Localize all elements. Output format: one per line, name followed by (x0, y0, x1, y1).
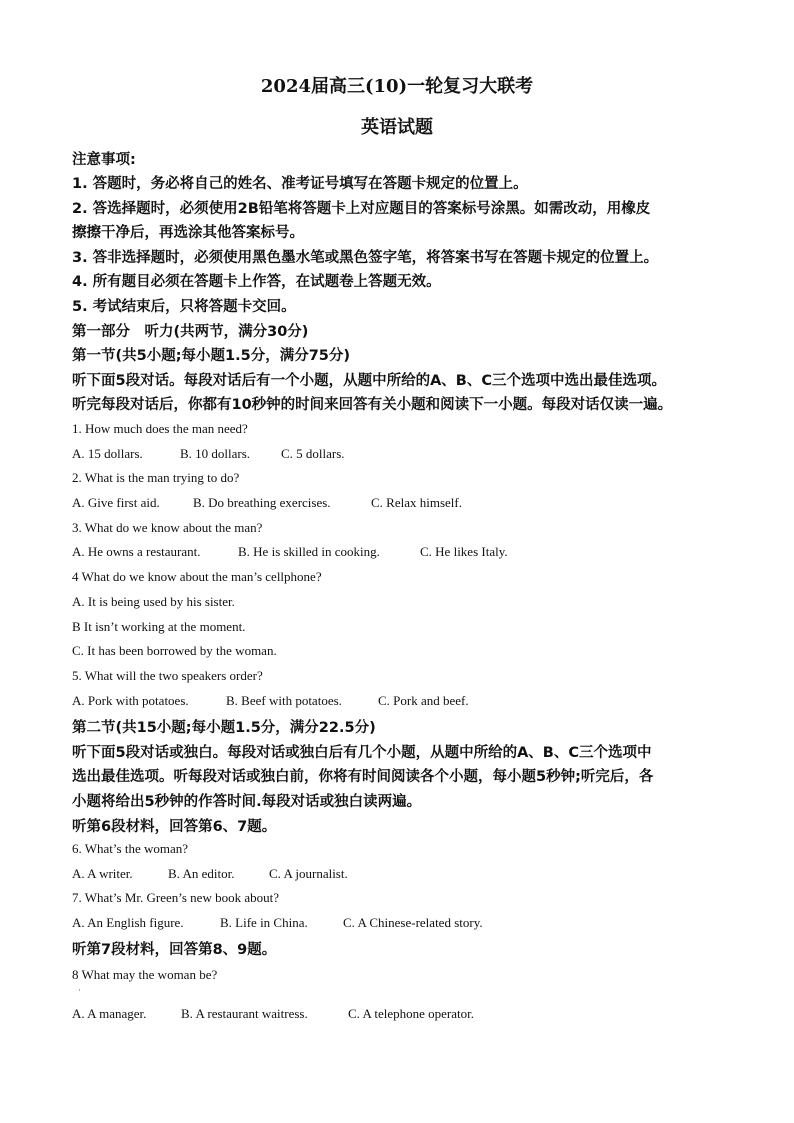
option-c: C. He likes Italy. (420, 544, 508, 559)
option-c: C. Pork and beef. (378, 693, 469, 708)
option-a: A. An English figure. (72, 915, 184, 930)
option-c: C. 5 dollars. (281, 446, 345, 461)
question-options (72, 1006, 474, 1022)
option-b: B. Do breathing exercises. (193, 495, 331, 510)
notice-item: 3. 答非选择题时，必须使用黑色墨水笔或黑色签字笔，将答案书写在答题卡规定的位置上。 (72, 250, 659, 266)
exam-subject: 英语试题 (361, 117, 433, 138)
option-a: A. 15 dollars. (72, 446, 143, 461)
option-a: A. A writer. (72, 866, 133, 881)
question-stem: 5. What will the two speakers order? (72, 668, 263, 683)
section2-instruction: 选出最佳选项。听每段对话或独白前，你将有时间阅读各个小题，每小题5秒钟;听完后，各 (72, 769, 654, 785)
question-options (72, 915, 483, 931)
option-a: A. A manager. (72, 1006, 147, 1021)
notice-item: 5. 考试结束后，只将答题卡交回。 (72, 299, 296, 315)
section2-heading: 第二节(共15小题;每小题1.5分，满分22.5分) (72, 720, 376, 736)
option-a: A. Pork with potatoes. (72, 693, 189, 708)
notice-heading: 注意事项: (72, 152, 136, 168)
section1-heading: 第一节(共5小题;每小题1.5分，满分75分) (72, 348, 351, 364)
section1-instruction: 听完每段对话后，你都有10秒钟的时间来回答有关小题和阅读下一小题。每段对话仅读一遍。 (72, 397, 673, 413)
question-stem: 4 What do we know about the man’s cellphone? (72, 569, 322, 584)
question-options (72, 446, 345, 462)
question-options (72, 495, 462, 511)
option-b: B It isn’t working at the moment. (72, 619, 246, 634)
option-c: C. A telephone operator. (348, 1006, 475, 1021)
notice-item: 2. 答选择题时，必须使用2B铅笔将答题卡上对应题目的答案标号涂黑。如需改动，用橡皮 (72, 201, 651, 217)
question-stem: 8 What may the woman be? (72, 967, 218, 982)
option-b: B. Beef with potatoes. (226, 693, 342, 708)
question-stem: 3. What do we know about the man? (72, 520, 263, 535)
exam-title: 2024届高三(10)一轮复习大联考 (260, 76, 534, 97)
question-options (72, 544, 508, 560)
notice-item: 擦擦干净后，再选涂其他答案标号。 (72, 225, 304, 241)
question-stem: 7. What’s Mr. Green’s new book about? (72, 890, 279, 905)
section1-instruction: 听下面5段对话。每段对话后有一个小题，从题中所给的A、B、C三个选项中选出最佳选项。 (72, 373, 667, 389)
option-a: A. Give first aid. (72, 495, 160, 510)
material-heading: 听第7段材料，回答第8、9题。 (72, 942, 277, 958)
option-b: B. Life in China. (220, 915, 308, 930)
question-options (72, 693, 469, 709)
question-stem: 1. How much does the man need? (72, 421, 248, 436)
option-a: A. It is being used by his sister. (72, 594, 235, 609)
stray-mark: · (78, 985, 81, 995)
section2-instruction: 听下面5段对话或独白。每段对话或独白后有几个小题，从题中所给的A、B、C三个选项中 (72, 745, 652, 761)
question-stem: 2. What is the man trying to do? (72, 470, 240, 485)
option-c: C. A Chinese-related story. (343, 915, 483, 930)
option-b: B. An editor. (168, 866, 235, 881)
option-c: C. A journalist. (269, 866, 348, 881)
option-b: B. A restaurant waitress. (181, 1006, 308, 1021)
option-b: B. He is skilled in cooking. (238, 544, 380, 559)
option-b: B. 10 dollars. (180, 446, 251, 461)
notice-item: 4. 所有题目必须在答题卡上作答，在试题卷上答题无效。 (72, 274, 441, 290)
option-a: A. He owns a restaurant. (72, 544, 201, 559)
question-stem: 6. What’s the woman? (72, 841, 189, 856)
part1-heading: 第一部分 听力(共两节，满分30分) (72, 324, 309, 340)
section2-instruction: 小题将给出5秒钟的作答时间.每段对话或独白读两遍。 (72, 794, 422, 810)
option-c: C. It has been borrowed by the woman. (72, 643, 277, 658)
notice-item: 1. 答题时，务必将自己的姓名、准考证号填写在答题卡规定的位置上。 (72, 176, 528, 192)
question-options (72, 866, 348, 882)
option-c: C. Relax himself. (371, 495, 462, 510)
material-heading: 听第6段材料，回答第6、7题。 (72, 819, 277, 835)
